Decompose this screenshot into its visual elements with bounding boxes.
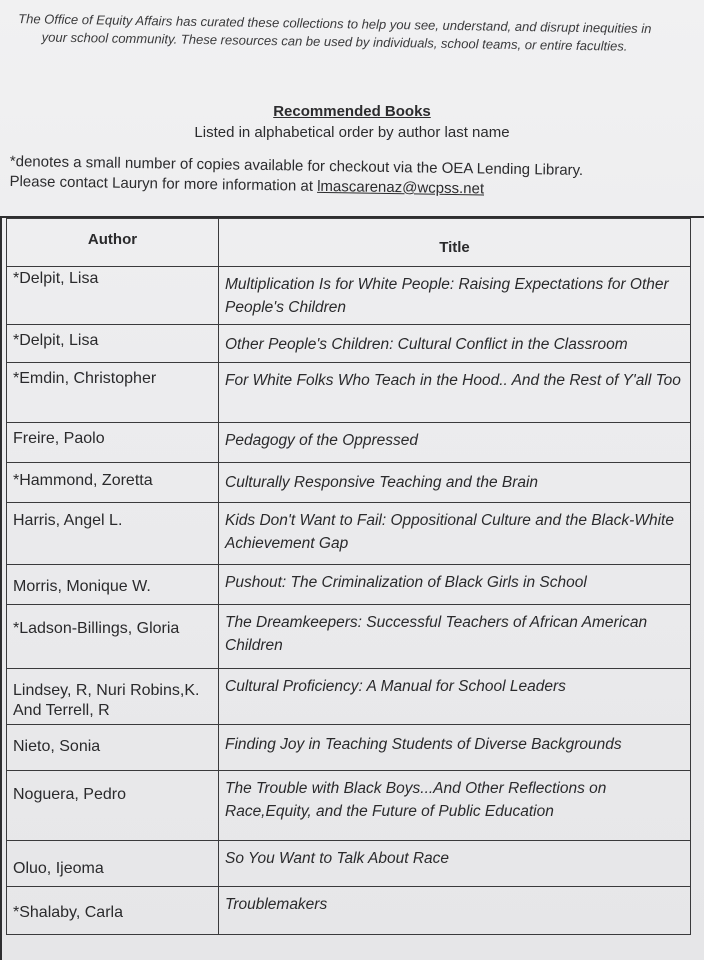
title-cell: Pushout: The Criminalization of Black Girls in School: [219, 565, 691, 605]
table-row: [7, 325, 691, 363]
title-cell: Other People's Children: Cultural Conflict in the Classroom: [219, 325, 691, 363]
title-cell: Pedagogy of the Oppressed: [219, 423, 691, 463]
table-row: [7, 669, 691, 725]
table-row: [7, 463, 691, 503]
books-table: [6, 218, 691, 935]
author-cell: Harris, Angel L.: [7, 503, 219, 565]
title-cell: Multiplication Is for White People: Raising Expectations for Other People's Children: [219, 267, 691, 325]
author-cell: Noguera, Pedro: [7, 771, 219, 841]
author-cell: *Shalaby, Carla: [7, 887, 219, 935]
author-cell: *Delpit, Lisa: [7, 325, 219, 363]
title-cell: Kids Don't Want to Fail: Oppositional Culture and the Black-White Achievement Gap: [219, 503, 691, 565]
title-cell: For White Folks Who Teach in the Hood.. And the Rest of Y'all Too: [219, 363, 691, 423]
title-cell: So You Want to Talk About Race: [219, 841, 691, 887]
title-column-header: Title: [219, 219, 691, 267]
title-cell: The Dreamkeepers: Successful Teachers of African American Children: [219, 605, 691, 669]
title-cell: Culturally Responsive Teaching and the Brain: [219, 463, 691, 503]
table-row: [7, 423, 691, 463]
author-column-header: Author: [7, 219, 219, 267]
author-cell: Freire, Paolo: [7, 423, 219, 463]
contact-email-link[interactable]: lmascarenaz@wcpss.net: [317, 177, 485, 198]
author-cell: *Delpit, Lisa: [7, 267, 219, 325]
author-cell: Oluo, Ijeoma: [7, 841, 219, 887]
table-row: [7, 605, 691, 669]
table-row: [7, 565, 691, 605]
title-cell: Troublemakers: [219, 887, 691, 935]
lending-note-prefix: Please contact Lauryn for more information at: [9, 172, 318, 195]
lending-note: [9, 152, 690, 203]
author-cell: Nieto, Sonia: [7, 725, 219, 771]
table-row: [7, 887, 691, 935]
intro-paragraph: The Office of Equity Affairs has curated these collections to help you see, understand, and disrupt inequities in your school community. These resources can be used by individuals, school teams, or entire faculties.: [18, 11, 652, 54]
table-row: [7, 267, 691, 325]
author-cell: *Hammond, Zoretta: [7, 463, 219, 503]
table-row: [7, 503, 691, 565]
books-table-container: [0, 216, 704, 960]
author-cell: *Emdin, Christopher: [7, 363, 219, 423]
title-cell: The Trouble with Black Boys...And Other Reflections on Race,Equity, and the Future of Public Education: [219, 771, 691, 841]
title-cell: Finding Joy in Teaching Students of Diverse Backgrounds: [219, 725, 691, 771]
author-cell: Lindsey, R, Nuri Robins,K. And Terrell, R: [7, 669, 219, 725]
table-row: [7, 841, 691, 887]
section-title: Recommended Books: [273, 103, 431, 120]
title-cell: Cultural Proficiency: A Manual for School Leaders: [219, 669, 691, 725]
lending-note-line1: *denotes a small number of copies available for checkout via the OEA Lending Library.: [9, 152, 584, 180]
table-row: [7, 725, 691, 771]
author-cell: *Ladson-Billings, Gloria: [7, 605, 219, 669]
table-header-row: [7, 219, 691, 267]
table-row: [7, 771, 691, 841]
section-subtitle: Listed in alphabetical order by author last name: [194, 124, 510, 141]
author-cell: Morris, Monique W.: [7, 565, 219, 605]
table-row: [7, 363, 691, 423]
